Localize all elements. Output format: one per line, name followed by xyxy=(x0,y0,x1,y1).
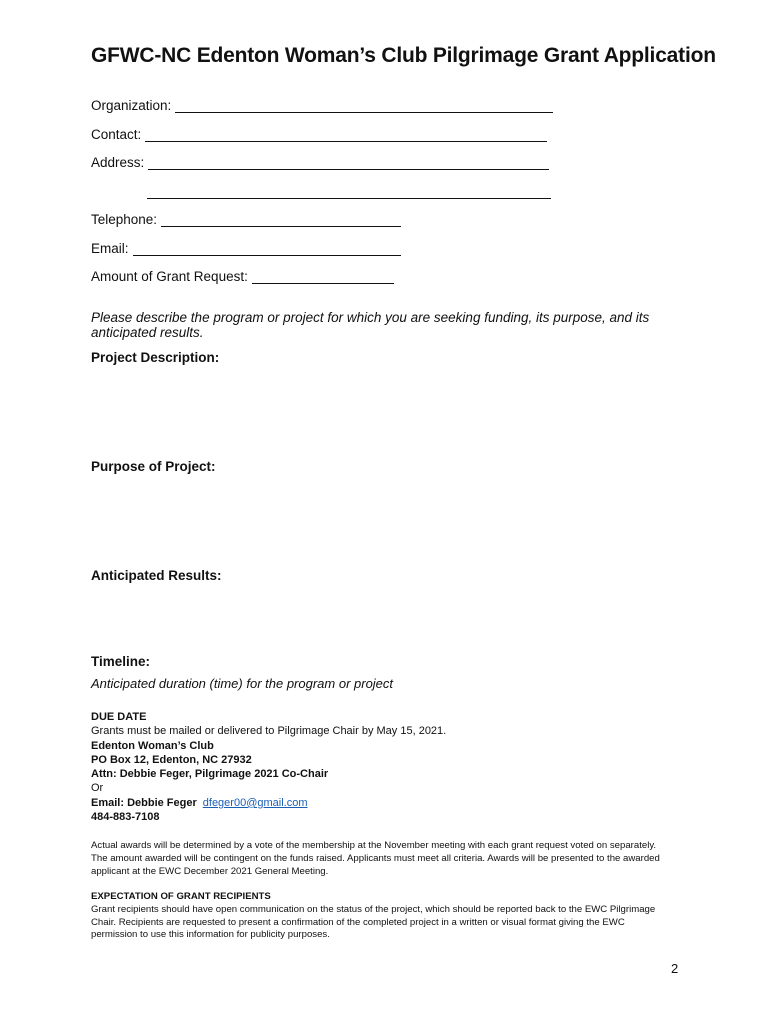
page-title: GFWC-NC Edenton Woman’s Club Pilgrimage Grant Application xyxy=(91,44,716,67)
due-email-label: Email: Debbie Feger xyxy=(91,796,197,809)
email-label: Email: xyxy=(91,241,129,256)
instructions-text: Please describe the program or project for which you are seeking funding, its purpose, and its anticipated results. xyxy=(91,310,650,340)
purpose-heading: Purpose of Project: xyxy=(91,459,216,474)
due-line-3: PO Box 12, Edenton, NC 27932 xyxy=(91,753,252,766)
amount-field xyxy=(91,269,394,284)
amount-label: Amount of Grant Request: xyxy=(91,269,248,284)
due-date-block xyxy=(91,710,446,824)
organization-field xyxy=(91,98,553,113)
page-number: 2 xyxy=(671,961,679,976)
address-blank-line-2[interactable] xyxy=(147,198,551,199)
address-field xyxy=(91,155,549,170)
due-line-2: Edenton Woman’s Club xyxy=(91,739,214,752)
contact-blank[interactable] xyxy=(145,127,547,142)
amount-blank[interactable] xyxy=(252,269,394,284)
project-description-heading: Project Description: xyxy=(91,350,220,365)
telephone-blank[interactable] xyxy=(161,212,401,227)
timeline-heading: Timeline: xyxy=(91,654,151,669)
due-line-1: Grants must be mailed or delivered to Pilgrimage Chair by May 15, 2021. xyxy=(91,725,447,738)
results-heading: Anticipated Results: xyxy=(91,568,222,583)
awards-paragraph: Actual awards will be determined by a vote of the membership at the November meeting with each grant request voted on separately. The amount awarded will be contingent on the funds raised. Applicants must meet all criteria. Awards will be presented to the awarded applicant at the EWC December 2021 General Meeting. xyxy=(91,840,660,877)
due-line-4: Attn: Debbie Feger, Pilgrimage 2021 Co-Chair xyxy=(91,768,329,781)
expectation-block xyxy=(91,891,671,942)
contact-label: Contact: xyxy=(91,127,142,142)
email-blank[interactable] xyxy=(133,241,401,256)
contact-field xyxy=(91,127,547,142)
due-date-heading: DUE DATE xyxy=(91,711,147,723)
expectation-text: Grant recipients should have open communication on the status of the project, which should be reported back to the EWC Pilgrimage Chair. Recipients are requested to present a confirmation of the completed project in a written or visual format giving the EWC permission to use this information for publicity purposes. xyxy=(91,903,656,941)
organization-blank[interactable] xyxy=(175,98,553,113)
due-email-line xyxy=(91,796,446,810)
organization-label: Organization: xyxy=(91,98,172,113)
due-phone: 484-883-7108 xyxy=(91,811,160,824)
address-label: Address: xyxy=(91,155,145,170)
address-blank[interactable] xyxy=(148,155,549,170)
email-field xyxy=(91,241,401,256)
timeline-subtitle: Anticipated duration (time) for the program or project xyxy=(91,676,394,691)
expectation-heading: EXPECTATION OF GRANT RECIPIENTS xyxy=(91,891,271,902)
email-link[interactable]: dfeger00@gmail.com xyxy=(202,796,308,809)
telephone-label: Telephone: xyxy=(91,212,158,227)
telephone-field xyxy=(91,212,401,227)
due-line-5: Or xyxy=(91,782,104,795)
